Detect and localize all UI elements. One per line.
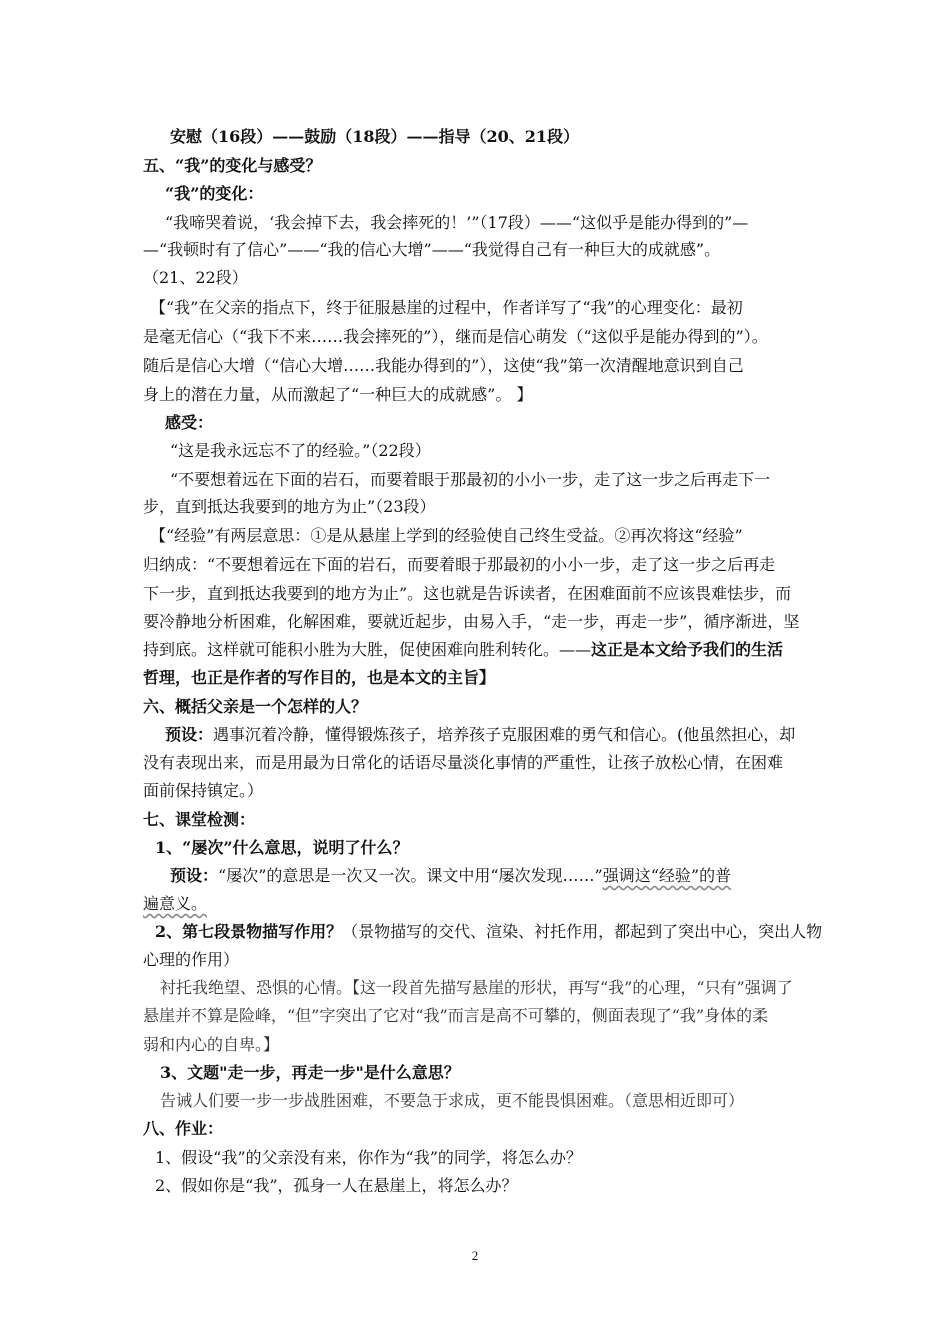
preset-text: “屡次”的意思是一次又一次。课文中用“屡次发现……” [218, 866, 603, 885]
preset-text: 遇事沉着冷静，懂得锻炼孩子，培养孩子克服困难的勇气和信心。(他虽然担心，却 [213, 725, 796, 744]
answer-line: 悬崖并不算是险峰，“但”字突出了它对“我”而言是高不可攀的，侧面表现了“我”身体的柔 [143, 1006, 769, 1025]
question-two [155, 922, 825, 942]
theme-emphasis-line: 哲理，也正是作者的写作目的，也是本文的主旨】 [143, 668, 496, 687]
underlined-text: 遍意义。 [143, 894, 208, 913]
preset-label: 预设： [170, 866, 219, 885]
question-two-label: 2、第七段景物描写作用？ [155, 922, 343, 941]
answer-line: 告诫人们要一步一步战胜困难，不要急于求成，更不能畏惧困难。（意思相近即可） [160, 1091, 745, 1110]
preset-line [170, 866, 840, 886]
homework-item: 2、假如你是“我”，孤身一人在悬崖上，将怎么办？ [155, 1176, 518, 1195]
note-line: 身上的潜在力量，从而激起了“一种巨大的成就感”。 】 [143, 385, 533, 404]
heading-five: 五、“我”的变化与感受？ [143, 156, 322, 175]
subheading-change: “我”的变化： [165, 184, 264, 203]
note-line: 归纳成：“不要想着远在下面的岩石，而要着眼于那最初的小小一步，走了这一步之后再走 [143, 555, 776, 574]
quote-line: 步，直到抵达我要到的地方为止”（23段） [143, 497, 436, 516]
text-line: “我啼哭着说，‘我会掉下去，我会摔死的！’”（17段）——“这似乎是能办得到的”— [165, 213, 749, 232]
text-line: （21、22段） [143, 268, 248, 287]
note-text: 持到底。这样就可能积小胜为大胜，促使困难向胜利转化。—— [143, 640, 592, 659]
note-line: 【“经验”有两层意思：①是从悬崖上学到的经验使自己终生受益。②再次将这“经验” [150, 526, 743, 545]
heading-eight: 八、作业： [143, 1119, 224, 1138]
preset-line [165, 725, 835, 745]
theme-emphasis: 这正是本文给予我们的生活 [591, 640, 784, 659]
note-line: 是毫无信心（“我下不来……我会摔死的”），继而是信心萌发（“这似乎是能办得到的”）。 [143, 327, 768, 346]
text-line: 没有表现出来，而是用最为日常化的话语尽量淡化事情的严重性，让孩子放松心情，在困难 [143, 753, 784, 772]
underlined-text: 强调这“经验”的普 [602, 866, 732, 885]
preset-label: 预设： [165, 725, 214, 744]
answer-line: 衬托我绝望、恐惧的心情。【这一段首先描写悬崖的形状，再写“我”的心理，“只有”强调了 [160, 978, 793, 997]
quote-line: “不要想着远在下面的岩石，而要着眼于那最初的小小一步，走了这一步之后再走下一 [170, 470, 771, 489]
question-three: 3、文题"走一步，再走一步"是什么意思？ [160, 1063, 460, 1082]
note-line: 要冷静地分析困难，化解困难，要就近起步，由易入手，“走一步，再走一步”，循序渐进，坚 [143, 612, 800, 631]
note-line [143, 640, 813, 660]
page-number: 2 [471, 1248, 479, 1263]
text-line [143, 894, 813, 914]
note-line: 下一步，直到抵达我要到的地方为止”。这也就是告诉读者，在困难面前不应该畏难怯步，而 [143, 584, 792, 603]
question-two-note: （景物描写的交代、渲染、衬托作用，都起到了突出中心，突出人物 [342, 922, 823, 941]
section-summary-line: 安慰（16段）——鼓励（18段）——指导（20、21段） [170, 127, 580, 146]
answer-line: 弱和内心的自卑。】 [143, 1035, 280, 1054]
note-line: 【“我”在父亲的指点下，终于征服悬崖的过程中，作者详写了“我”的心理变化：最初 [150, 298, 743, 317]
note-line: 随后是信心大增（“信心大增……我能办得到的”），这使“我”第一次清醒地意识到自己 [143, 356, 744, 375]
heading-six: 六、概括父亲是一个怎样的人？ [143, 697, 368, 716]
text-line: 心理的作用） [143, 950, 240, 969]
text-line: —“我顿时有了信心”——“我的信心大增”——“我觉得自己有一种巨大的成就感”。 [143, 240, 721, 259]
heading-seven: 七、课堂检测： [143, 810, 256, 829]
subheading-feeling: 感受： [165, 413, 214, 432]
text-line: 面前保持镇定。） [143, 781, 264, 800]
question-one: 1、“屡次”什么意思，说明了什么？ [155, 838, 409, 857]
quote-line: “这是我永远忘不了的经验。”（22段） [170, 441, 431, 460]
homework-item: 1、假设“我”的父亲没有来，你作为“我”的同学，将怎么办？ [155, 1148, 582, 1167]
